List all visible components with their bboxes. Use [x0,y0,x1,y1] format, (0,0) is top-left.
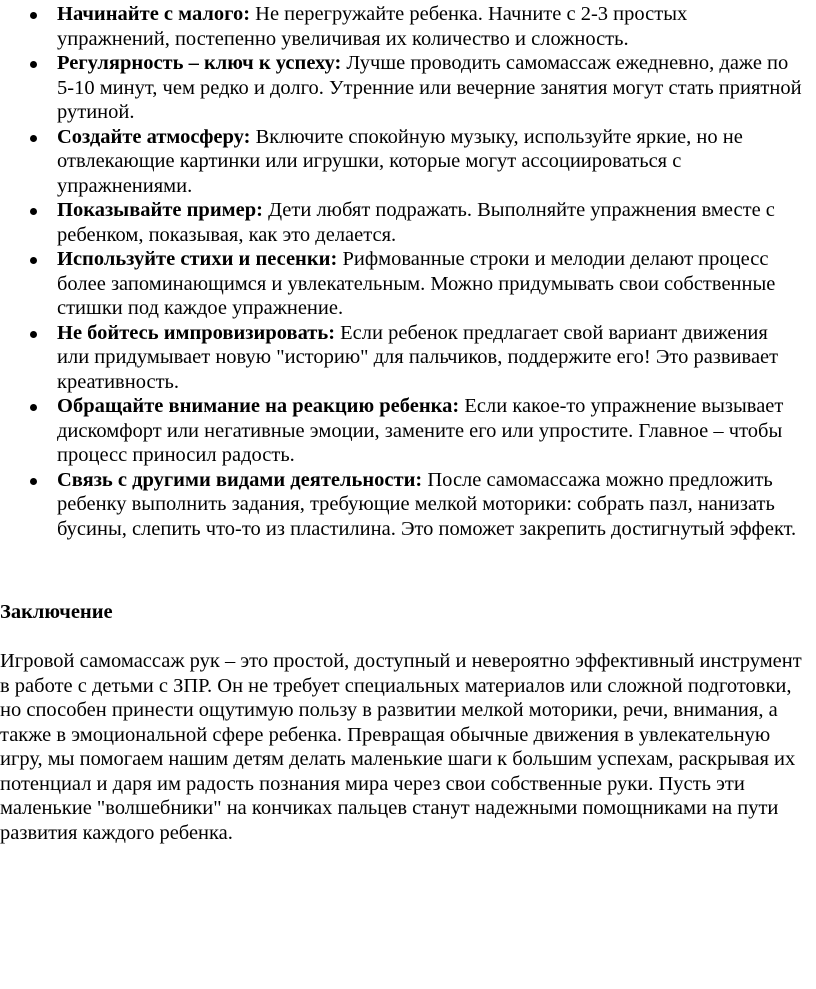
tip-title: Создайте атмосферу: [57,125,256,148]
tip-item [0,394,805,468]
tip-text: Дети любят подражать. Выполняйте упражнения вместе с ребенком, показывая, как это делается. [57,199,775,246]
tip-title: Регулярность – ключ к успеху: [57,52,347,74]
conclusion-heading: Заключение [0,601,113,623]
tip-text: Включите спокойную музыку, используйте яркие, но не отвлекающие картинки или игрушки, которые могут ассоциироваться с упражнениями. [57,125,743,197]
bullet-icon [30,135,37,142]
bullet-icon [30,404,37,411]
bullet-icon [30,12,37,19]
bullet-icon [30,478,37,485]
tip-text: Лучше проводить самомассаж ежедневно, даже по 5-10 минут, чем редко и долго. Утренние или вечерние занятия могут стать приятной рутиной. [57,52,802,123]
tip-title: Показывайте пример: [57,199,269,221]
tips-list [0,2,805,541]
tip-item [0,2,805,51]
tip-title: Связь с другими видами деятельности: [57,468,428,491]
tip-item [0,51,805,125]
tip-item [0,198,805,247]
bullet-icon [30,331,37,338]
tip-text: После самомассажа можно предложить ребенку выполнить задания, требующие мелкой моторики: собрать пазл, нанизать бусины, слепить что-то из пластилина. Это поможет закрепить достигнутый эффект. [57,468,797,540]
tip-item [0,468,805,542]
tip-item [0,125,805,199]
bullet-icon [30,61,37,68]
tip-item [0,321,805,395]
tip-text: Если какое-то упражнение вызывает дискомфорт или негативные эмоции, замените его или упростите. Главное – чтобы процесс приносил радость. [57,395,784,466]
tip-title: Используйте стихи и песенки: [57,248,343,270]
tip-title: Обращайте внимание на реакцию ребенка: [57,395,465,417]
bullet-icon [30,208,37,215]
tip-text: Не перегружайте ребенка. Начните с 2-3 простых упражнений, постепенно увеличивая их количество и сложность. [57,3,688,50]
bullet-icon [30,257,37,264]
tip-title: Не бойтесь импровизировать: [57,321,341,344]
conclusion-paragraph: Игровой самомассаж рук – это простой, доступный и невероятно эффективный инструмент в работе с детьми с ЗПР. Он не требует специальных материалов или сложной подготовки, но способен принести ощутимую пользу в развитии мелкой моторики, речи, внимания, а также в эмоциональной сфере ребенка. Превращая обычные движения в увлекательную игру, мы помогаем нашим детям делать маленькие шаги к большим успехам, раскрывая их потенциал и даря им радость познания мира через свои собственные руки. Пусть эти маленькие "волшебники" на кончиках пальцев станут надежными помощниками на пути развития каждого ребенка. [0,650,802,844]
tip-item [0,247,805,321]
tip-title: Начинайте с малого: [57,3,256,25]
tip-text: Если ребенок предлагает свой вариант движения или придумывает новую "историю" для пальчиков, поддержите его! Это развивает креативность. [57,321,779,393]
tip-text: Рифмованные строки и мелодии делают процесс более запоминающимся и увлекательным. Можно придумывать свои собственные стишки под каждое упражнение. [57,248,776,319]
